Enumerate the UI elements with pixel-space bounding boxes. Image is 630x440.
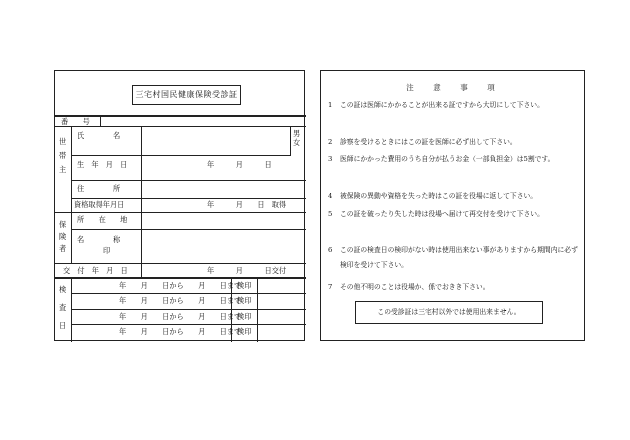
- divider: [100, 115, 101, 126]
- inspection-period: 年 月 日から 月 日まで: [119, 312, 242, 321]
- note-number: 3: [328, 155, 333, 163]
- address-label: 住 所: [77, 184, 121, 193]
- inspection-period: 年 月 日から 月 日まで: [119, 327, 242, 336]
- notes-card: [320, 70, 585, 341]
- note-item: [328, 135, 578, 150]
- note-number: 4: [328, 192, 333, 200]
- insurance-card: [54, 70, 305, 341]
- note-item: [328, 152, 578, 167]
- issue-value: 年 月 日交付: [207, 266, 287, 275]
- number-label: 番 号: [61, 117, 90, 126]
- divider: [71, 198, 306, 199]
- divider: [141, 126, 142, 263]
- insurer-name-label: 名 称: [77, 235, 121, 244]
- inspection-seal: 検印: [237, 327, 252, 336]
- birth-value: 年 月 日: [207, 160, 272, 169]
- note-number: 2: [328, 138, 333, 146]
- note-text: 医師にかかった費用のうち自分が払うお金（一部負担金）は5割です。: [340, 155, 555, 163]
- inspection-seal: 検印: [237, 312, 252, 321]
- note-text: この証を破ったり失した時は役場へ届けて再交付を受けて下さい。: [340, 210, 544, 218]
- acquired-value: 年 月 日 取得: [207, 200, 287, 209]
- note-number: 1: [328, 101, 333, 109]
- note-text: その他不明のことは役場か、係でおきき下さい。: [340, 283, 490, 291]
- note-item: [328, 207, 578, 222]
- note-number: 6: [328, 246, 333, 254]
- divider: [257, 277, 258, 342]
- inspection-period: 年 月 日から 月 日まで: [119, 281, 242, 290]
- inspection-seal: 検印: [237, 281, 252, 290]
- note-item: [328, 189, 578, 204]
- divider: [71, 309, 306, 310]
- inspection-period: 年 月 日から 月 日まで: [119, 296, 242, 305]
- note-item: [328, 280, 578, 295]
- divider: [71, 324, 306, 325]
- insurer-seal-label: 印: [103, 246, 111, 255]
- sex-label: 男 女: [293, 129, 301, 147]
- name-label: 氏 名: [77, 131, 121, 140]
- notes-title: 注 意 事 項: [406, 83, 501, 92]
- divider: [71, 277, 72, 342]
- inspection-seal: 検印: [237, 296, 252, 305]
- note-text: 被保険の異動や資格を失った時はこの証を役場に返して下さい。: [340, 192, 538, 200]
- divider: [55, 277, 306, 279]
- divider: [55, 212, 306, 213]
- note-number: 5: [328, 210, 333, 218]
- note-text: この証は医師にかかることが出来る証ですから大切にして下さい。: [340, 101, 544, 109]
- card-title: 三宅村国民健康保険受診証: [132, 85, 241, 105]
- note-item: [328, 98, 578, 113]
- divider: [55, 126, 306, 127]
- divider: [55, 115, 306, 117]
- note-text: 診察を受けるときにはこの証を医師に必ず出して下さい。: [340, 138, 517, 146]
- usage-restriction-notice: この受診証は三宅村以外では使用出来ません。: [355, 301, 543, 324]
- household-label: 世 帯 主: [59, 137, 67, 174]
- issue-label: 交 付 年 月 日: [63, 266, 128, 275]
- birth-label: 生 年 月 日: [77, 160, 128, 169]
- note-item: [328, 243, 578, 273]
- divider: [290, 126, 291, 156]
- acquired-label: 資格取得年月日: [74, 200, 125, 209]
- insurer-label: 保 険 者: [59, 220, 67, 253]
- divider: [55, 263, 306, 264]
- divider: [71, 212, 72, 263]
- location-label: 所 在 地: [77, 215, 128, 224]
- note-number: 7: [328, 283, 333, 291]
- divider: [71, 126, 72, 213]
- divider: [71, 229, 306, 230]
- inspection-label: 検 査 日: [59, 285, 67, 330]
- divider: [71, 180, 306, 181]
- note-text: この証の検査日の検印がない時は使用出来ない事がありますから期間内に必ず検印を受けて下さい。: [340, 246, 578, 269]
- divider: [71, 155, 290, 156]
- divider: [71, 293, 306, 294]
- divider: [141, 263, 142, 277]
